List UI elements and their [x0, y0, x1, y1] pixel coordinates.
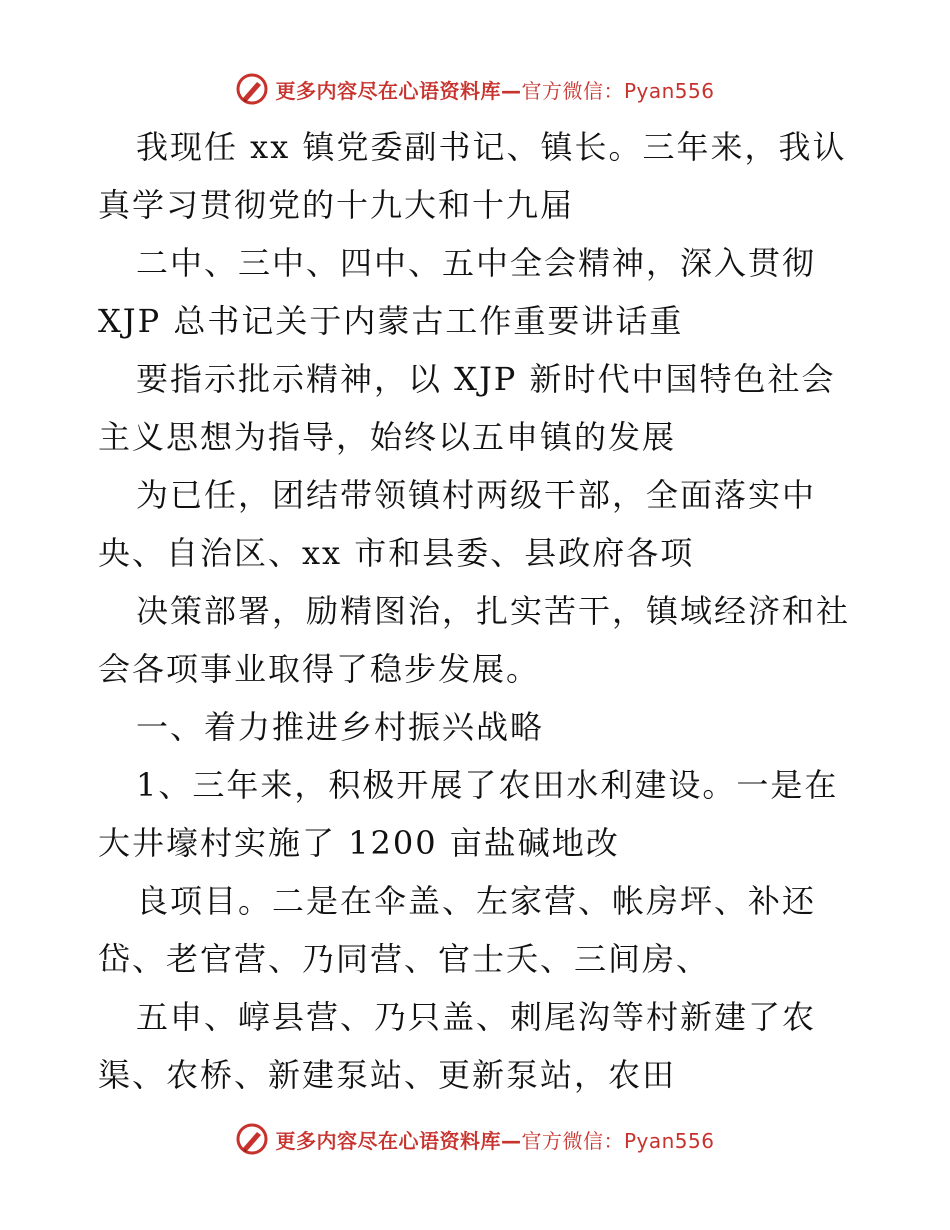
text-line: 会各项事业取得了稳步发展。: [98, 650, 541, 688]
footer-slogan: 更多内容尽在心语资料库: [275, 1128, 501, 1153]
page-footer: [0, 1122, 950, 1156]
text-line: 良项目。二是在伞盖、左家营、帐房坪、补还: [136, 882, 817, 920]
section-heading: 一、着力推进乡村振兴战略: [136, 708, 545, 746]
footer-contact: 官方微信：Pyan556: [521, 1128, 715, 1153]
text-line: 我现任 xx 镇党委副书记、镇长。三年来，我认: [136, 128, 847, 166]
pen-logo-icon: [235, 1122, 269, 1156]
header-contact: 官方微信：Pyan556: [521, 78, 715, 103]
header-brand: [275, 75, 714, 104]
footer-brand: [275, 1125, 714, 1154]
text-line: 岱、老官营、乃同营、官士夭、三间房、: [98, 940, 711, 978]
text-line: 主义思想为指导，始终以五申镇的发展: [98, 418, 677, 456]
page-header: [0, 72, 950, 106]
pen-logo-icon: [235, 72, 269, 106]
document-body: [98, 118, 858, 1104]
footer-dash: —: [500, 1128, 522, 1153]
text-line: 决策部署，励精图治，扎实苦干，镇域经济和社: [136, 592, 851, 630]
text-line: 1、三年来，积极开展了农田水利建设。一是在: [136, 766, 839, 804]
text-line: 为已任，团结带领镇村两级干部，全面落实中: [136, 476, 817, 514]
text-line: 真学习贯彻党的十九大和十九届: [98, 186, 575, 224]
text-line: 渠、农桥、新建泵站、更新泵站，农田: [98, 1056, 677, 1094]
text-line: XJP 总书记关于内蒙古工作重要讲话重: [98, 302, 684, 340]
text-line: 央、自治区、xx 市和县委、县政府各项: [98, 534, 695, 572]
text-line: 大井壕村实施了 1200 亩盐碱地改: [98, 824, 620, 862]
text-line: 二中、三中、四中、五中全会精神，深入贯彻: [136, 244, 817, 282]
header-dash: —: [500, 78, 522, 103]
text-line: 五申、崞县营、乃只盖、刺尾沟等村新建了农: [136, 998, 817, 1036]
text-line: 要指示批示精神，以 XJP 新时代中国特色社会: [136, 360, 836, 398]
header-slogan: 更多内容尽在心语资料库: [275, 78, 501, 103]
